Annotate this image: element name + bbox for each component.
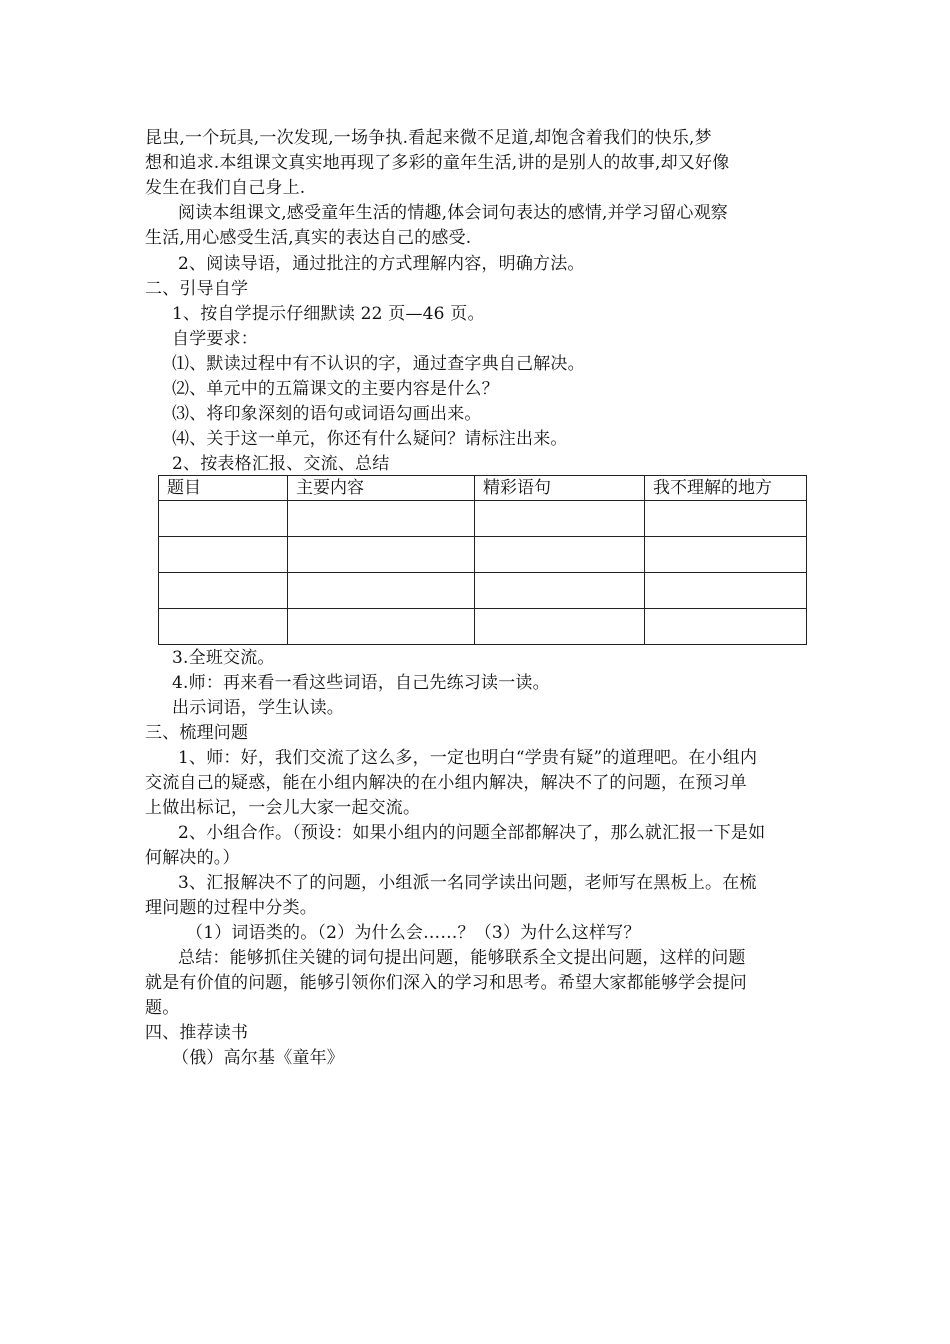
table-cell [475,501,645,537]
paragraph-line: 发生在我们自己身上. [145,178,306,198]
paragraph-line: 总结：能够抓住关键的词句提出问题，能够联系全文提出问题，这样的问题 [178,948,746,968]
list-item: ⑶、将印象深刻的语句或词语勾画出来。 [172,404,482,424]
report-table [158,475,807,645]
table-cell [288,609,475,645]
table-cell [288,573,475,609]
table-cell [159,573,288,609]
paragraph-line: 题。 [145,998,180,1018]
list-item: ⑷、关于这一单元，你还有什么疑问？请标注出来。 [172,429,568,449]
table-row [159,501,807,537]
paragraph-line: 2、按表格汇报、交流、总结 [172,454,390,474]
table-cell [288,501,475,537]
paragraph-line: 昆虫,一个玩具,一次发现,一场争执.看起来微不足道,却饱含着我们的快乐,梦 [145,128,712,148]
paragraph-line: 就是有价值的问题，能够引领你们深入的学习和思考。希望大家都能够学会提问 [145,973,747,993]
table-cell [645,537,807,573]
table-header-cell: 精彩语句 [475,476,645,501]
paragraph-line: （1）词语类的。（2）为什么会……？（3）为什么这样写？ [186,923,641,943]
table-row [159,537,807,573]
table-cell [645,501,807,537]
paragraph-line: 何解决的。） [145,848,240,868]
paragraph-line: 4.师：再来看一看这些词语，自己先练习读一读。 [172,673,550,693]
paragraph-line: （俄）高尔基《童年》 [172,1048,344,1068]
paragraph-line: 交流自己的疑惑，能在小组内解决的在小组内解决，解决不了的问题，在预习单 [145,773,747,793]
table-cell [159,501,288,537]
table-header-cell: 主要内容 [288,476,475,501]
paragraph-line: 3.全班交流。 [172,648,275,668]
table-cell [475,537,645,573]
list-item: ⑵、单元中的五篇课文的主要内容是什么？ [172,379,499,399]
table-header-cell: 题目 [159,476,288,501]
table-cell [288,537,475,573]
paragraph-line: 2、阅读导语，通过批注的方式理解内容，明确方法。 [178,254,585,274]
table-header-row [159,476,807,501]
table-cell [475,609,645,645]
paragraph-line: 1、师：好，我们交流了这么多，一定也明白“学贵有疑”的道理吧。在小组内 [178,748,758,768]
list-item: ⑴、默读过程中有不认识的字，通过查字典自己解决。 [172,354,585,374]
table-cell [159,537,288,573]
section-heading: 四、推荐读书 [145,1023,249,1043]
paragraph-line: 1、按自学提示仔细默读 22 页—46 页。 [172,304,485,324]
paragraph-line: 阅读本组课文,感受童年生活的情趣,体会词句表达的感情,并学习留心观察 [178,203,729,223]
section-heading: 三、梳理问题 [145,723,249,743]
paragraph-line: 3、汇报解决不了的问题，小组派一名同学读出问题，老师写在黑板上。在梳 [178,873,757,893]
table-header-cell: 我不理解的地方 [645,476,807,501]
table-row [159,609,807,645]
table-cell [475,573,645,609]
table-cell [159,609,288,645]
paragraph-line: 自学要求： [172,329,258,349]
section-heading: 二、引导自学 [145,279,249,299]
table-cell [645,573,807,609]
paragraph-line: 上做出标记，一会儿大家一起交流。 [145,798,421,818]
paragraph-line: 理问题的过程中分类。 [145,898,317,918]
paragraph-line: 2、小组合作。（预设：如果小组内的问题全部都解决了，那么就汇报一下是如 [178,823,766,843]
paragraph-line: 想和追求.本组课文真实地再现了多彩的童年生活,讲的是别人的故事,却又好像 [145,153,730,173]
table-row [159,573,807,609]
paragraph-line: 生活,用心感受生活,真实的表达自己的感受. [145,228,472,248]
paragraph-line: 出示词语，学生认读。 [172,698,344,718]
table-cell [645,609,807,645]
